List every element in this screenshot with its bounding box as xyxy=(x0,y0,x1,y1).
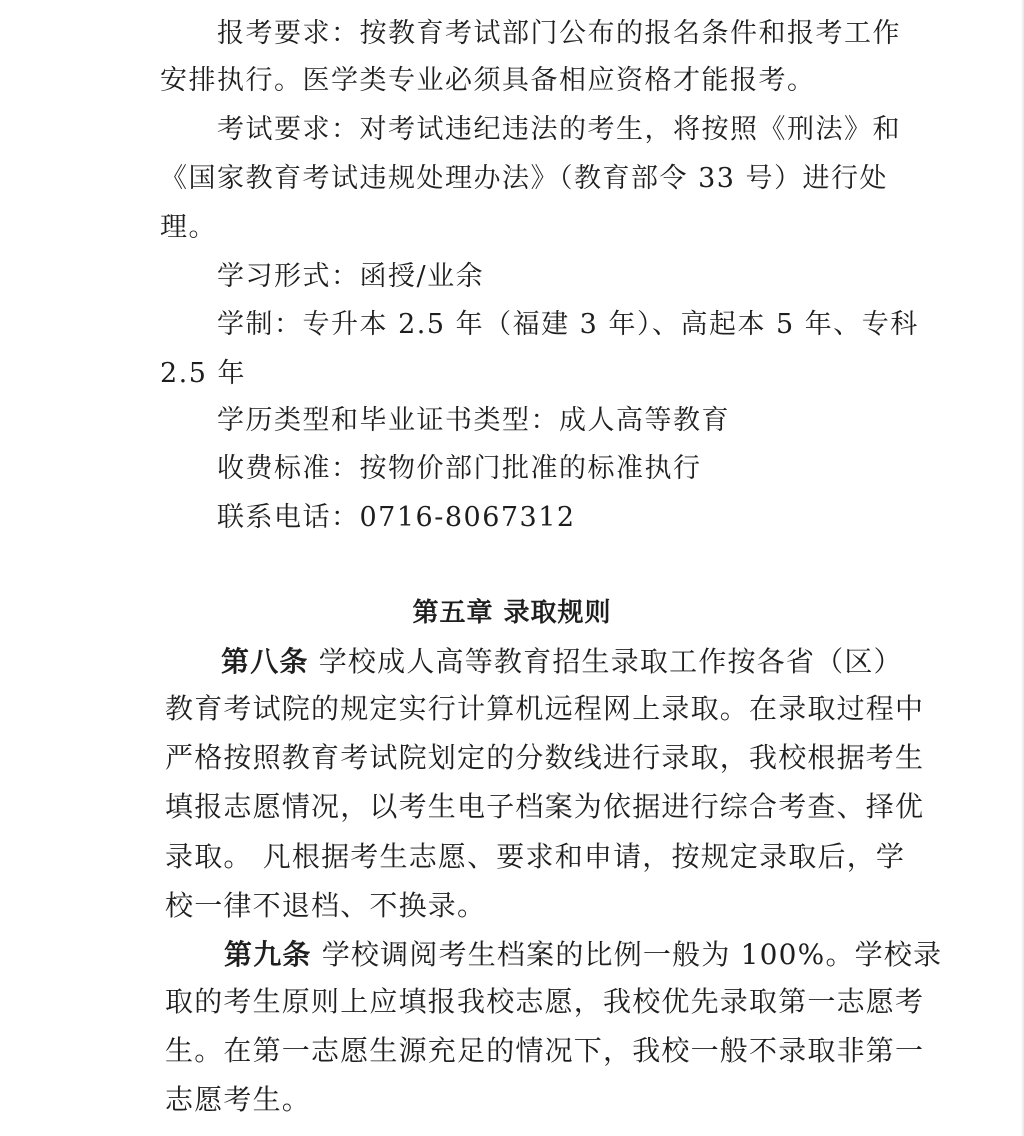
text-line: 安排执行。医学类专业必须具备相应资格才能报考。 xyxy=(160,65,816,96)
text-line: 录取。 凡根据考生志愿、要求和申请，按规定录取后，学 xyxy=(165,840,906,873)
article-label: 第九条 xyxy=(224,938,312,971)
article-first-line xyxy=(221,645,903,679)
text-line: 取的考生原则上应填报我校志愿，我校优先录取第一志愿考 xyxy=(165,985,925,1018)
text-line: 生。在第一志愿生源充足的情况下，我校一般不录取非第一 xyxy=(165,1034,925,1067)
article-label: 第八条 xyxy=(221,645,309,678)
article-first-line xyxy=(224,938,942,972)
text-line: 报考要求：按教育考试部门公布的报名条件和报考工作 xyxy=(217,18,901,49)
text-line: 收费标准：按物价部门批准的标准执行 xyxy=(217,453,702,484)
chapter-title: 第五章 录取规则 xyxy=(412,598,612,628)
text-line: 考试要求：对考试违纪违法的考生，将按照《刑法》和 xyxy=(217,114,901,145)
text-line: 志愿考生。 xyxy=(165,1083,312,1116)
text-line: 教育考试院的规定实行计算机远程网上录取。在录取过程中 xyxy=(165,692,925,725)
text-line: 校一律不退档、不换录。 xyxy=(165,889,487,922)
text-line: 填报志愿情况，以考生电子档案为依据进行综合考查、择优 xyxy=(165,790,925,823)
article-text: 学校成人高等教育招生录取工作按各省（区） xyxy=(318,645,903,678)
text-line: 2.5 年 xyxy=(160,358,247,389)
text-line: 学习形式：函授/业余 xyxy=(217,261,485,292)
text-line: 理。 xyxy=(160,212,217,243)
text-line: 严格按照教育考试院划定的分数线进行录取，我校根据考生 xyxy=(165,741,925,774)
article-text: 学校调阅考生档案的比例一般为 100%。学校录 xyxy=(321,938,943,971)
text-line: 学历类型和毕业证书类型：成人高等教育 xyxy=(217,405,730,436)
text-line: 联系电话：0716-8067312 xyxy=(217,502,576,533)
text-line: 学制：专升本 2.5 年（福建 3 年）、高起本 5 年、专科 xyxy=(217,309,919,340)
text-line: 《国家教育考试违规处理办法》（教育部令 33 号）进行处 xyxy=(160,163,889,194)
